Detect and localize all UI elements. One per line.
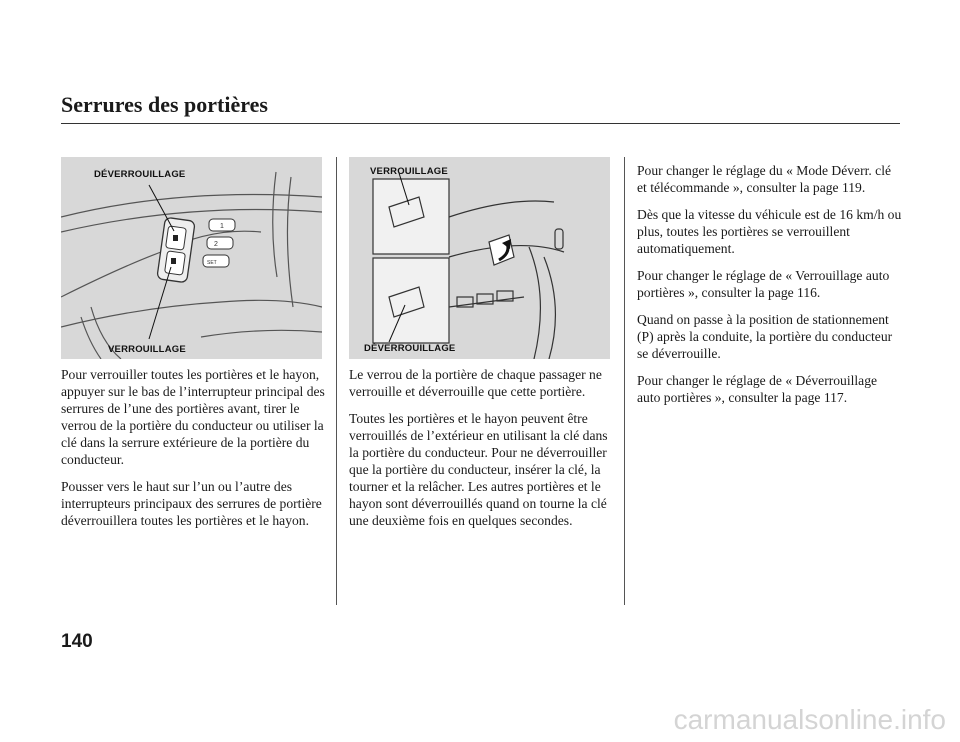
paragraph: Pour changer le réglage du « Mode Déverr. clé et télécommande », consulter la page 119. [637,163,892,195]
figure2-label-unlock: DÉVERROUILLAGE [364,343,456,354]
memory-button-2-label: 2 [214,241,218,248]
paragraph: Dès que la vitesse du véhicule est de 16 km/h ou plus, toutes les portières se verrouillent automatiquement. [637,207,902,256]
door-panel-illustration [61,157,322,359]
paragraph: Pour changer le réglage de « Verrouillage auto portières », consulter la page 116. [637,268,890,300]
figure2-label-lock: VERROUILLAGE [370,166,448,177]
door-tab-illustration [349,157,610,359]
paragraph: Pour verrouiller toutes les portières et le hayon, appuyer sur le bas de l’interrupteur principal des serrures de l’une des portières avant, tirer le verrou de la portière du conducteur ou utiliser la clé dans la serrure extérieure de la portière du conducteur. [61,367,325,467]
paragraph: Quand on passe à la position de stationnement (P) après la conduite, la portière du conducteur se déverrouille. [637,312,893,361]
watermark: carmanualsonline.info [673,704,946,735]
figure1-label-unlock: DÉVERROUILLAGE [94,169,186,180]
figure-master-lock-switch [61,157,322,359]
memory-button-set-label: SET [207,260,217,266]
text-column-3 [637,162,903,416]
master-lock-switch [157,217,195,283]
memory-button-1-label: 1 [220,223,224,230]
paragraph: Pour changer le réglage de « Déverrouillage auto portières », consulter la page 117. [637,373,878,405]
column-divider-2 [624,157,625,605]
paragraph: Le verrou de la portière de chaque passager ne verrouille et déverrouille que cette portière. [349,367,602,399]
title-rule [61,123,900,124]
figure1-label-lock: VERROUILLAGE [108,344,186,355]
figure-door-lock-tab [349,157,610,359]
memory-buttons [203,219,235,267]
text-column-1 [61,366,327,539]
paragraph: Toutes les portières et le hayon peuvent être verrouillés de l’extérieur en utilisant la clé dans la portière du conducteur. Pour ne déverrouiller que la portière du conducteur, insérer la clé, la tourner et la relâcher. Les autres portières et le hayon sont déverrouillés quand on tourne la clé une deuxième fois en quelques secondes. [349,411,608,528]
column-divider-1 [336,157,337,605]
text-column-2 [349,366,613,539]
page-number: 140 [61,631,93,652]
paragraph: Pousser vers le haut sur l’un ou l’autre des interrupteurs principaux des serrures de portière déverrouillera toutes les portières et le hayon. [61,479,322,528]
page-title: Serrures des portières [61,92,268,117]
